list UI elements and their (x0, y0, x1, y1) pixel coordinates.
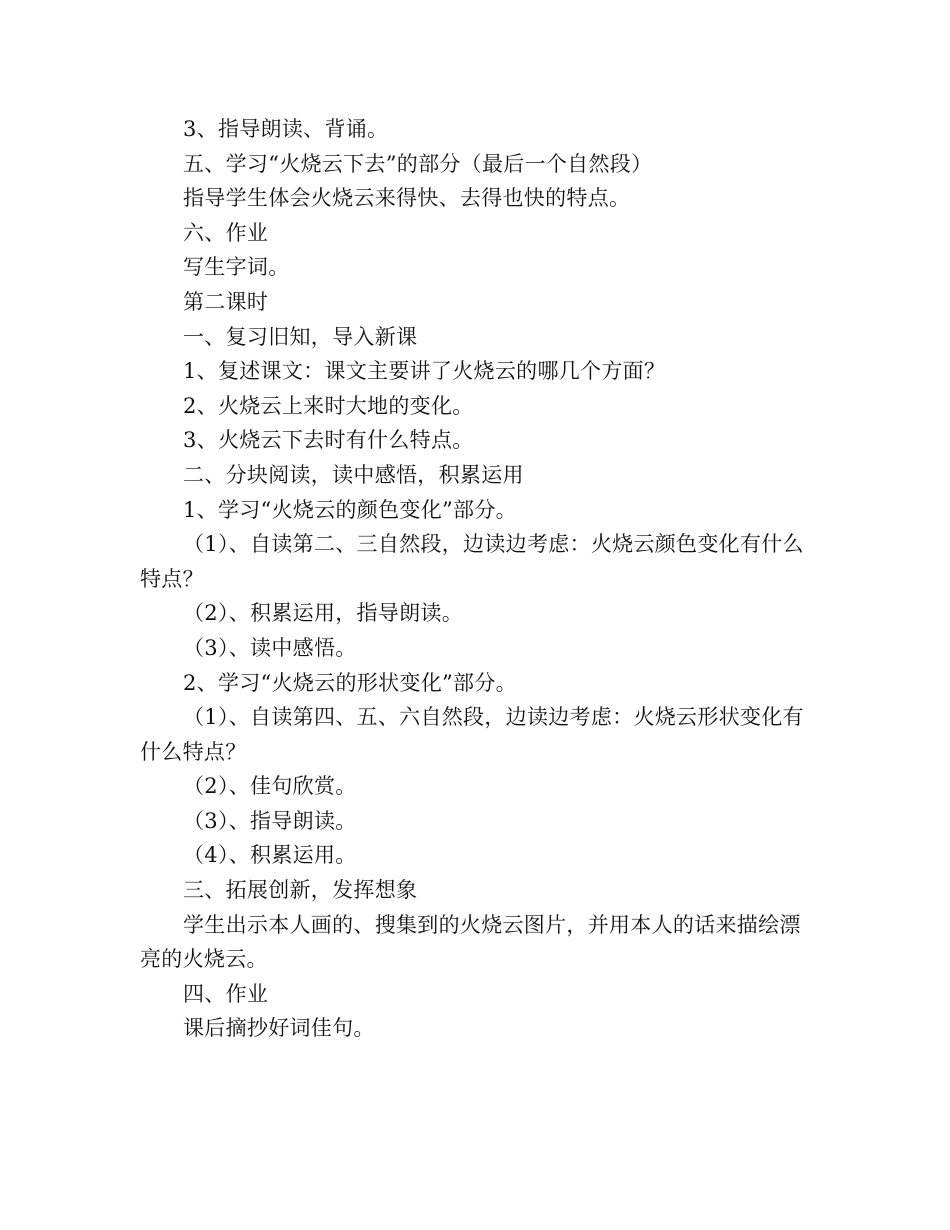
heading-review: 一、复习旧知，导入新课 (183, 324, 418, 349)
sub-item-color-2: （2）、积累运用，指导朗读。 (183, 601, 464, 626)
list-item-1: 1、复述课文：课文主要讲了火烧云的哪几个方面？ (183, 359, 666, 384)
sub-item-color-3: （3）、读中感悟。 (183, 635, 357, 660)
paragraph-write-words: 写生字词。 (183, 255, 290, 280)
sub-item-color-1: （1）、自读第二、三自然段，边读边考虑：火烧云颜色变化有什么特点？ (140, 532, 804, 591)
paragraph-reading-guidance: 3、指导朗读、背诵。 (183, 117, 389, 141)
heading-section-five: 五、学习“火烧云下去”的部分（最后一个自然段） (183, 151, 653, 176)
list-item-shape-change: 2、学习“火烧云的形状变化”部分。 (183, 670, 517, 695)
sub-item-shape-2: （2）、佳句欣赏。 (183, 774, 357, 799)
heading-section-six: 六、作业 (183, 220, 269, 245)
sub-item-shape-1: （1）、自读第四、五、六自然段，边读边考虑：火烧云形状变化有什么特点？ (140, 705, 804, 764)
document-body (140, 112, 820, 1046)
paragraph-student-pictures: 学生出示本人画的、搜集到的火烧云图片，并用本人的话来描绘漂亮的火烧云。 (140, 912, 801, 972)
heading-section-three: 三、拓展创新，发挥想象 (183, 878, 418, 903)
paragraph-homework: 课后摘抄好词佳句。 (183, 1016, 375, 1041)
paragraph-guide-students: 指导学生体会火烧云来得快、去得也快的特点。 (183, 186, 631, 211)
list-item-3: 3、火烧云下去时有什么特点。 (183, 428, 474, 453)
sub-item-shape-4: （4）、积累运用。 (183, 843, 357, 868)
sub-item-shape-3: （3）、指导朗读。 (183, 808, 357, 833)
list-item-color-change: 1、学习“火烧云的颜色变化”部分。 (183, 497, 517, 522)
heading-section-four: 四、作业 (183, 981, 269, 1006)
heading-second-lesson: 第二课时 (183, 289, 269, 314)
list-item-2: 2、火烧云上来时大地的变化。 (183, 393, 474, 418)
heading-section-two: 二、分块阅读，读中感悟，积累运用 (183, 462, 524, 487)
